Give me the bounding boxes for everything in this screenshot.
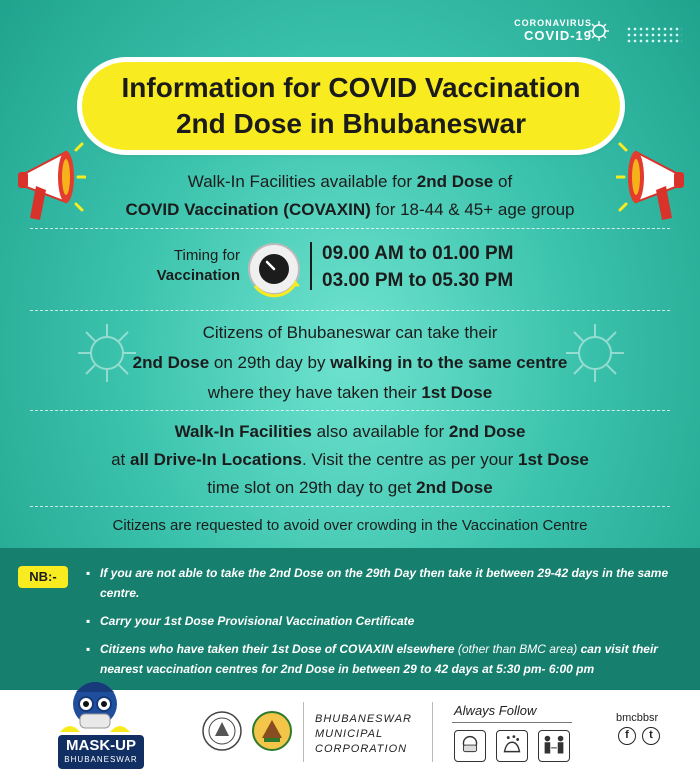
drivein-line2: [0, 446, 700, 474]
title-line2: 2nd Dose in Bhubaneswar: [175, 108, 527, 139]
title-banner: [82, 62, 620, 150]
divider: [30, 228, 670, 229]
facebook-icon[interactable]: f: [618, 727, 636, 745]
bmc-emblem-icon: [250, 708, 294, 754]
mask-icon: [454, 730, 486, 762]
walkin-text-d: COVID Vaccination (COVAXIN): [125, 200, 371, 219]
timing-separator: [310, 242, 312, 290]
nb-item: ▪ If you are not able to take the 2nd Dose on the 29th Day then take it between 29-42 days in the same centre.: [90, 563, 690, 603]
walkin-line1: [0, 168, 700, 196]
corp-line3: CORPORATION: [315, 743, 408, 755]
request-text: Citizens are requested to avoid over crowding in the Vaccination Centre: [112, 517, 588, 534]
drivein-text-3b: 2nd Dose: [416, 478, 493, 497]
virus-icon: [588, 20, 610, 42]
timing-label-line2: Vaccination: [156, 267, 240, 284]
badge-line2: COVID-19: [524, 28, 592, 43]
divider: [30, 410, 670, 411]
drivein-text-2c: . Visit the centre as per your: [301, 450, 519, 469]
citizens-section: [0, 318, 700, 408]
timing-label: [150, 246, 240, 286]
citizens-text-2a: 2nd Dose: [132, 353, 210, 372]
drivein-text-3a: time slot on 29th day to get: [207, 478, 417, 497]
walkin-text-a: Walk-In Facilities available for: [187, 172, 417, 191]
timing-slot-2: 03.00 PM to 05.30 PM: [322, 270, 514, 291]
citizens-line2: [0, 348, 700, 378]
drivein-text-1c: 2nd Dose: [448, 422, 526, 441]
walkin-line2: [0, 196, 700, 224]
nb-item3-c: can visit their nearest vaccination centres for 2nd Dose in between 29 to 42 days at 5:30 pm- 6:00 pm: [100, 642, 658, 676]
timing-label-line1: Timing for: [173, 247, 240, 264]
divider: [30, 506, 670, 507]
always-follow-underline: [452, 722, 572, 723]
drivein-section: [0, 418, 700, 502]
timing-slot-1: 09.00 AM to 01.00 PM: [322, 243, 514, 264]
drivein-line3: [0, 474, 700, 502]
distance-icon: [538, 730, 570, 762]
nb-tag: NB:-: [18, 566, 68, 588]
twitter-icon[interactable]: t: [642, 727, 660, 745]
footer-separator: [303, 702, 304, 762]
title-line1: Information for COVID Vaccination: [121, 72, 581, 103]
timing-slots: [322, 240, 513, 294]
citizens-line3: [0, 378, 700, 408]
social-handle: bmcbbsr: [616, 712, 659, 724]
nb-list: [90, 563, 690, 687]
covid-badge: [514, 18, 592, 43]
footer-separator: [432, 702, 433, 762]
mask-up-logo: [58, 735, 144, 769]
odisha-emblem-icon: [200, 708, 244, 754]
drivein-text-2a: at: [111, 450, 130, 469]
citizens-line1: Citizens of Bhubaneswar can take their: [202, 323, 498, 342]
drivein-text-1a: Walk-In Facilities: [174, 422, 312, 441]
corporation-name: [315, 712, 412, 757]
drivein-line1: [0, 418, 700, 446]
walkin-text-c: of: [493, 172, 513, 191]
always-follow-label: Always Follow: [454, 703, 537, 718]
walkin-section: [0, 168, 700, 224]
walkin-text-b: 2nd Dose: [416, 172, 494, 191]
drivein-text-2b: all Drive-In Locations: [130, 450, 302, 469]
nb-item3-a: Citizens who have taken their 1st Dose of COVAXIN elsewhere: [100, 642, 458, 656]
citizens-text-2c: walking in to the same centre: [330, 353, 568, 372]
nb-item: ▪ Carry your 1st Dose Provisional Vaccination Certificate: [90, 611, 690, 631]
handwash-icon: [496, 730, 528, 762]
drivein-text-1b: also available for: [311, 422, 449, 441]
citizens-text-2b: on 29th day by: [209, 353, 331, 372]
dot-pattern: [626, 26, 682, 44]
divider: [30, 310, 670, 311]
corp-line1: BHUBANESWAR: [315, 713, 412, 725]
citizens-text-3b: 1st Dose: [421, 383, 493, 402]
nb-item: [90, 639, 690, 679]
mask-up-subtitle: BHUBANESWAR: [64, 755, 138, 764]
citizens-text-3a: where they have taken their: [207, 383, 422, 402]
stopwatch-icon: [245, 240, 303, 298]
mask-up-title: MASK-UP: [66, 737, 136, 754]
corp-line2: MUNICIPAL: [315, 728, 384, 740]
nb-item3-b: (other than BMC area): [457, 642, 578, 656]
badge-line1: CORONAVIRUS: [514, 18, 592, 28]
walkin-text-e: for 18-44 & 45+ age group: [370, 200, 575, 219]
drivein-text-2d: 1st Dose: [518, 450, 589, 469]
